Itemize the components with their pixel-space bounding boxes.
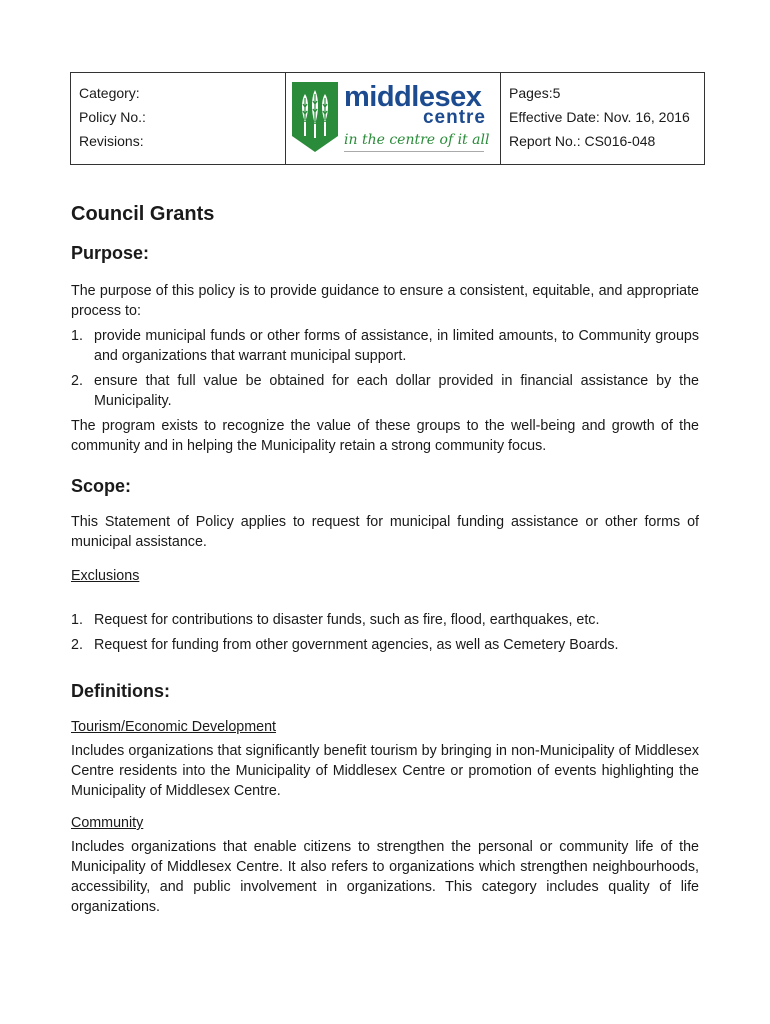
tourism-label: Tourism/Economic Development	[71, 719, 277, 735]
list-number: 2.	[71, 637, 83, 653]
purpose-intro: The purpose of this policy is to provide guidance to ensure a consistent, equitable, and appropriate process to:	[71, 283, 699, 319]
purpose-heading: Purpose:	[71, 243, 150, 263]
header-right-cell	[501, 73, 704, 164]
logo-cell	[286, 73, 501, 164]
category-field: Category:	[79, 85, 140, 101]
logo-underline	[344, 151, 484, 152]
logo-tagline: in the centre of it all	[344, 132, 490, 148]
list-text: Request for funding from other government agencies, as well as Cemetery Boards.	[94, 637, 619, 653]
page-title: Council Grants	[71, 203, 215, 225]
list-text: Request for contributions to disaster funds, such as fire, flood, earthquakes, etc.	[94, 612, 600, 628]
community-text: Includes organizations that enable citizens to strengthen the personal or community life of the Municipality of Middlesex Centre. It also refers to organizations which strengthen neighbourhoods, accessibility, and public involvement in organizations. This category includes quality of life organizations.	[71, 839, 699, 915]
purpose-closing: The program exists to recognize the value of these groups to the well-being and growth of the community and in helping the Municipality retain a strong community focus.	[71, 418, 699, 454]
community-label: Community	[71, 815, 144, 831]
document-body	[71, 198, 699, 917]
effective-date-field: Effective Date: Nov. 16, 2016	[509, 109, 690, 125]
list-item	[71, 610, 699, 630]
middlesex-leaf-logo-icon	[292, 82, 338, 152]
scope-heading: Scope:	[71, 476, 132, 496]
policy-no-field: Policy No.:	[79, 109, 146, 125]
list-text: ensure that full value be obtained for each dollar provided in financial assistance by the Municipality.	[94, 373, 699, 409]
list-item	[71, 326, 699, 366]
scope-text: This Statement of Policy applies to request for municipal funding assistance or other forms of municipal assistance.	[71, 514, 699, 550]
pages-field: Pages:5	[509, 85, 561, 101]
logo-wordmark: middlesex	[344, 81, 482, 113]
report-no-field: Report No.: CS016-048	[509, 133, 656, 149]
list-number: 1.	[71, 612, 83, 628]
logo-subword: centre	[422, 107, 486, 128]
header-table	[70, 72, 705, 165]
exclusions-list	[71, 610, 699, 655]
list-number: 1.	[71, 328, 83, 344]
list-text: provide municipal funds or other forms of assistance, in limited amounts, to Community groups and organizations that warrant municipal support.	[94, 328, 699, 364]
header-left-cell	[71, 73, 286, 164]
list-number: 2.	[71, 373, 83, 389]
list-item	[71, 371, 699, 411]
definitions-heading: Definitions:	[71, 681, 170, 701]
list-item	[71, 635, 699, 655]
exclusions-label: Exclusions	[71, 568, 140, 584]
revisions-field: Revisions:	[79, 133, 144, 149]
purpose-list	[71, 326, 699, 411]
tourism-text: Includes organizations that significantly benefit tourism by bringing in non-Municipality of Middlesex Centre residents into the Municipality of Middlesex Centre or promotion of events highlighting the Municipality of Middlesex Centre.	[71, 743, 699, 799]
